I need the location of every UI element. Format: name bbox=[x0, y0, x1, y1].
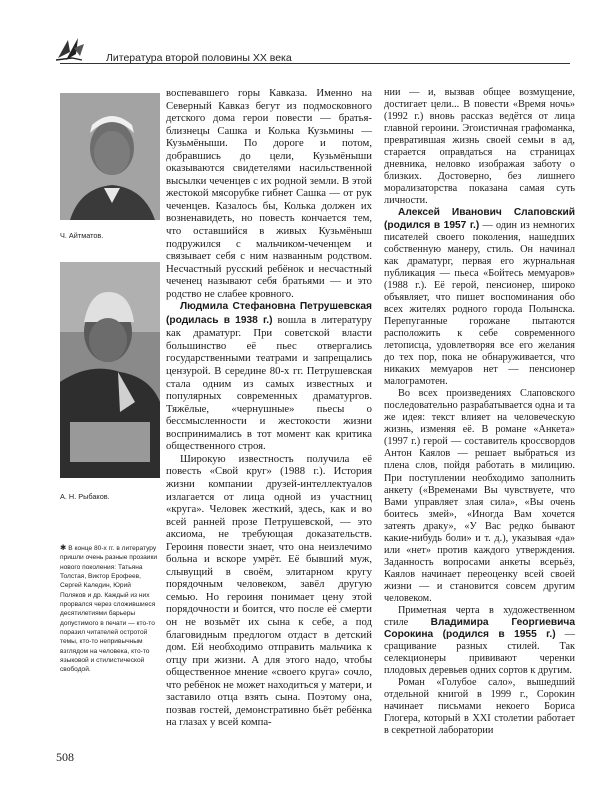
photo-rybakov bbox=[60, 262, 160, 478]
asterisk-mark-icon: ✱ bbox=[60, 543, 67, 552]
paragraph-slapovsky: Алексей Иванович Слаповский (родился в 1957 г.) — один из немногих писателей своего поколения, нашедших собственную манеру, стиль. Он начинал как драматург, первая его журнальная публикация — пьеса «Бойтесь мемуаров» (1988 г.). Её герой, пенсионер, широко объявляет, что пишет воспоминания обо всех жителях родного города Полынска. Перепуганные горожане пытаются расположить к себе современного летописца, удовлетворяя все его желания до тех пор, пока не обнаруживается, что никаких мемуаров нет — пенсионер малограмотен. bbox=[384, 207, 575, 388]
running-header-title: Литература второй половины XX века bbox=[106, 52, 292, 64]
margin-note bbox=[60, 543, 158, 675]
margin-note-text: В конце 80-х гг. в литературу пришли очень разные прозаики нового поколения: Татьяна Толстая, Виктор Ерофеев, Сергей Каледин, Юрий Поляков и др. Каждый из них прорвался через сложившиеся десятилетиями барьеры допустимого в печати — кто-то поразил читателей остротой темы, кто-то непривычным взглядом на человека, кто-то языковой и стилистической свободой. bbox=[60, 545, 158, 674]
paragraph-petrushevskaya: Людмила Стефановна Петрушевская (родилась в 1938 г.) вошла в литературу как драматург. При советской власти большинство её пьес отвергались государственными театрами и запрещались цензурой. В середине 80-х гг. Петрушевская стала одним из самых известных и популярных современных драматургов. Тяжёлые, «чернушные» пьесы о бессмысленности и жестокости жизни воспринимались в тот момент как критика общественного строя. bbox=[166, 301, 372, 453]
author-heading-petrushevskaya: Людмила Стефановна Петрушевская (родилась в 1938 г.) bbox=[166, 301, 372, 326]
page-number: 508 bbox=[56, 750, 74, 764]
paragraph: Роман «Голубое сало», вышедший отдельной книгой в 1999 г., Сорокин начинает письмами некоего Бориса Глогера, который в XXI столетии работает в секретной лаборатории bbox=[384, 677, 575, 737]
paragraph: Во всех произведениях Слаповского последовательно разрабатывается одна и та же идея: текст влияет на человеческую жизнь, изменяя её. В романе «Анкета» (1997 г.) герой — составитель кроссвордов Антон Каялов — решает выбраться из плена слов, пойдя работать в милицию. При поступлении необходимо заполнить анкету («Временами Вы чувствуете, что Вами управляет злая сила», «Вы очень боитесь змей», «Иногда Вам хочется затеять драку», «У Вас редко бывают какие-нибудь боли» и т. д.), указывая «да» или «нет» против каждого утверждения. Заданность вопросами анкеты всерьёз, Каялов начинает переоценку всей своей жизни — и становится совсем другим человеком. bbox=[384, 388, 575, 604]
photo-aitmatov bbox=[60, 93, 160, 220]
author-heading-sorokin: Владимира Георгиевича Сорокина (родился в 1955 г.) bbox=[384, 617, 575, 641]
paragraph-sorokin: Приметная черта в художественном стиле Владимира Георгиевича Сорокина (родился в 1955 г.) — сращивание разных стилей. Так селекционеры прививают черенки плодовых деревьев одних сортов к другим. bbox=[384, 605, 576, 677]
text-column-1 bbox=[166, 87, 372, 729]
paragraph: Широкую известность получила её повесть «Свой круг» (1988 г.). История жизни компании друзей-интеллектуалов излагается от лица одной из участниц «круга». Человек жесткий, здесь, как и во всей ранней прозе Петрушевской, — это аксиома, не требующая доказательств. Героиня повести знает, что она неизлечимо больна и вскоре умрёт. Её бывший муж, слывущий в своём, элитарном кругу порядочным человеком, завёл другую семью. Но героиня понимает цену этой порядочности и боится, что после её смерти он не возьмёт их сына к себе, а под благовидным предлогом отдаст в детский дом. Ей необходимо отправить мальчика к отцу при жизни. А для этого надо, чтобы общественное мнение «своего круга» сочло, что ребёнок не может находиться у матери, и заставило отца взять сына. Поэтому она, позвав гостей, демонстративно бьёт ребёнка на глазах у всей компа- bbox=[166, 452, 372, 729]
photo-caption-rybakov: А. Н. Рыбаков. bbox=[60, 492, 110, 501]
text-column-2 bbox=[384, 87, 575, 738]
paragraph: нии — и, вызвав общее возмущение, достигает цели... В повести «Время ночь» (1992 г.) вновь рассказ ведётся от лица главной героини. Эгоистичная графоманка, превратившая жизнь своей семьи в ад, старается оправдаться на страницах дневника, неловко изображая заботу о близких. Достоверно, без лишнего морализаторства показана самая суть личности. bbox=[384, 87, 575, 207]
book-logo-icon bbox=[52, 34, 88, 64]
paragraph: воспевавшего горы Кавказа. Именно на Северный Кавказ бегут из подмосковного детского дома герои повести — братья-близнецы Сашка и Колька Кузьмины — Кузьмёныши. По дороге и потом, добравшись до цели, Кузьмёныши оказываются свидетелями насильственной высылки чеченцев с их родной земли. В этой жестокой мясорубке гибнет Сашка — от рук чеченцев. Казалось бы, Колька должен их возненавидеть, но повесть кончается тем, что оставшийся в живых Кузьмёныш подружился с мальчиком-чеченцем и связывает себя с ним названным родством. Несчастный русский ребёнок и несчастный чеченец называют себя братьями — и это родство не слабее кровного. bbox=[166, 87, 372, 300]
author-heading-slapovsky: Алексей Иванович Слаповский (родился в 1957 г.) bbox=[384, 207, 575, 231]
photo-caption-aitmatov: Ч. Айтматов. bbox=[60, 231, 104, 240]
header-rule bbox=[60, 63, 570, 64]
